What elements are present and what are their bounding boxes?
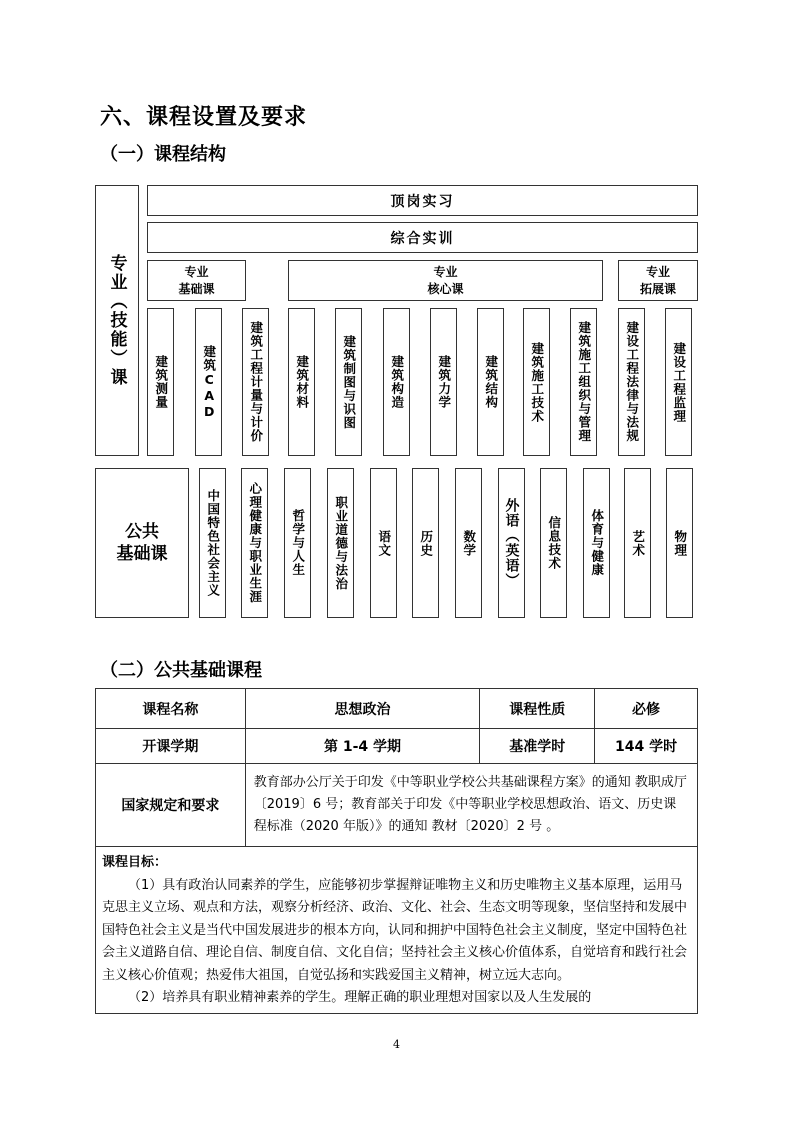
public-course-box: 外语（英语）	[498, 468, 525, 618]
public-courses-label: 公共 基础课	[95, 468, 189, 618]
internship-box: 顶岗实习	[147, 185, 698, 216]
table-row	[96, 689, 698, 729]
goal-item: （2）培养具有职业精神素养的学生。理解正确的职业理想对国家以及人生发展的	[128, 990, 592, 1006]
public-course-box: 数学	[455, 468, 482, 618]
public-course-box: 体育与健康	[583, 468, 610, 618]
term-value: 第 1-4 学期	[245, 729, 480, 764]
category-core: 专业 核心课	[288, 260, 603, 301]
public-course-box: 哲学与人生	[284, 468, 311, 618]
course-box: 建筑施工技术	[523, 308, 550, 456]
regulation-label: 国家规定和要求	[96, 764, 246, 847]
table-row	[96, 847, 698, 1014]
public-course-box: 职业道德与法治	[327, 468, 354, 618]
course-box: 建筑测量	[147, 308, 174, 456]
public-course-box: 艺术	[624, 468, 651, 618]
course-info-table	[95, 688, 698, 1014]
public-course-box: 信息技术	[540, 468, 567, 618]
course-goals-cell	[96, 847, 698, 1014]
course-box: 建筑制图与识图	[335, 308, 362, 456]
category-basic: 专业 基础课	[147, 260, 246, 301]
public-course-box: 历史	[412, 468, 439, 618]
course-box: 建设工程监理	[665, 308, 692, 456]
training-box: 综合实训	[147, 222, 698, 253]
goals-title: 课程目标：	[102, 854, 168, 870]
term-label: 开课学期	[96, 729, 246, 764]
public-course-box: 物理	[666, 468, 693, 618]
subsection-title-structure: （一）课程结构	[100, 144, 226, 165]
course-box: 建筑构造	[383, 308, 410, 456]
regulation-text: 教育部办公厅关于印发《中等职业学校公共基础课程方案》的通知 教职成厅〔2019〕6 号；教育部关于印发《中等职业学校思想政治、语文、历史课程标准（2020 年版）》的通知 教材〔2020〕2 号 。	[245, 764, 697, 847]
table-row	[96, 764, 698, 847]
hours-value: 144 学时	[595, 729, 698, 764]
course-nature-value: 必修	[595, 689, 698, 729]
page-number: 4	[393, 1038, 400, 1051]
course-name-value: 思想政治	[245, 689, 480, 729]
public-course-box: 心理健康与职业生涯	[241, 468, 268, 618]
course-box: 建筑结构	[477, 308, 504, 456]
goal-item: （1）具有政治认同素养的学生，应能够初步掌握辩证唯物主义和历史唯物主义基本原理，运用马克思主义立场、观点和方法，观察分析经济、政治、文化、社会、生态文明等现象，坚信坚持和发展中国特色社会主义是当代中国发展进步的根本方向，认同和拥护中国特色社会主义制度，坚定中国特色社会主义道路自信、理论自信、制度自信、文化自信；坚持社会主义核心价值体系，自觉培育和践行社会主义核心价值观；热爱伟大祖国，自觉弘扬和实践爱国主义精神，树立远大志向。	[102, 877, 688, 983]
course-box: 建筑材料	[288, 308, 315, 456]
professional-courses-label: 专业（技能）课	[95, 185, 139, 456]
course-box: 建筑工程计量与计价	[242, 308, 269, 456]
hours-label: 基准学时	[480, 729, 595, 764]
course-box: 建筑施工组织与管理	[570, 308, 597, 456]
course-name-label: 课程名称	[96, 689, 246, 729]
subsection-title-public: （二）公共基础课程	[100, 660, 262, 681]
course-nature-label: 课程性质	[480, 689, 595, 729]
course-box: 建设工程法律与法规	[618, 308, 645, 456]
table-row	[96, 729, 698, 764]
section-title: 六、课程设置及要求	[100, 104, 308, 130]
category-extension: 专业 拓展课	[618, 260, 698, 301]
public-course-box: 中国特色社会主义	[199, 468, 226, 618]
public-course-box: 语文	[370, 468, 397, 618]
course-box: 建筑CAD	[195, 308, 222, 456]
course-box: 建筑力学	[430, 308, 457, 456]
